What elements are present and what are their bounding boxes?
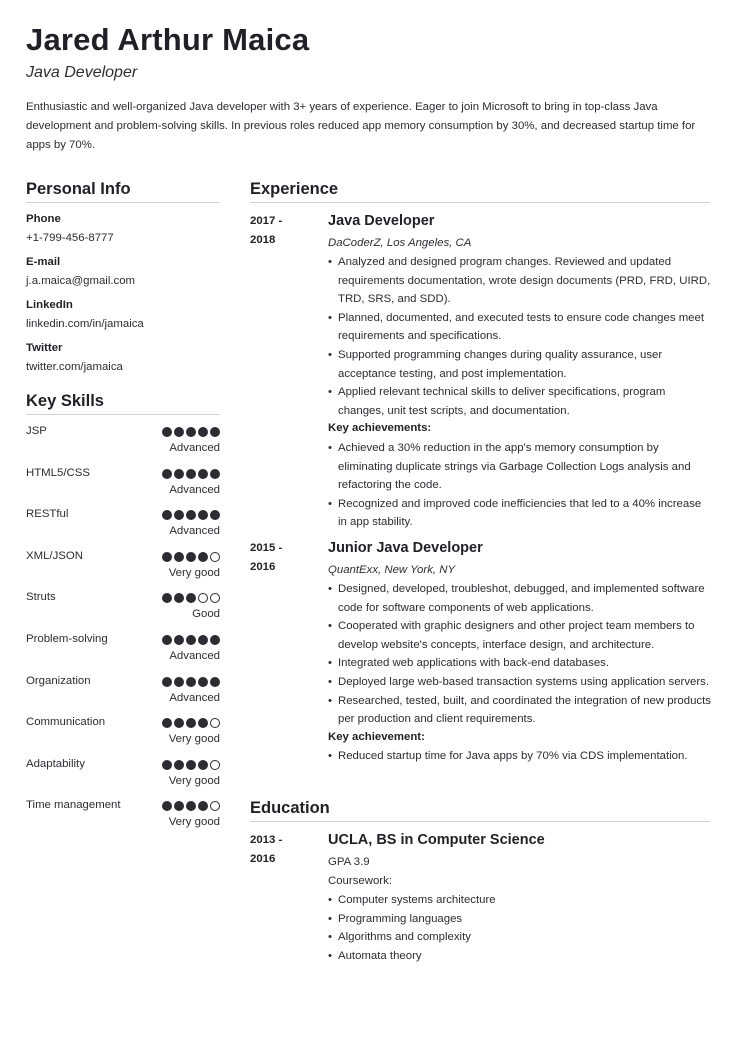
achievements-label: Key achievements: (328, 422, 432, 434)
experience-heading: Experience (250, 180, 339, 198)
rating-dot-filled (162, 552, 172, 562)
skill-level: Advanced (169, 442, 220, 454)
coursework-label: Coursework: (328, 875, 392, 887)
skill-level: Advanced (169, 483, 220, 496)
job-title: Java Developer (328, 213, 435, 229)
skill-row (26, 758, 220, 798)
job-date-end: 2016 (250, 561, 276, 573)
skill-name: Time management (26, 799, 121, 812)
twitter-value: twitter.com/jamaica (26, 361, 123, 373)
experience-divider (250, 202, 710, 203)
skill-level: Very good (168, 733, 220, 746)
personal-info-heading: Personal Info (26, 180, 131, 198)
list-item: • Designed, developed, troubleshot, debugged, and implemented software code for software components of web applications. (328, 580, 713, 617)
skill-level: Good (192, 608, 220, 621)
list-item: • Analyzed and designed program changes. Reviewed and updated requirements documentation, wrote design documents (PRD, FRD, UIRD, TRD, SRS, and SDD). (328, 253, 713, 309)
job-title: Junior Java Developer (328, 540, 483, 556)
rating-dot-filled (186, 469, 196, 479)
rating-dot-filled (174, 552, 184, 562)
skill-level: Advanced (169, 525, 220, 538)
skill-row (26, 633, 220, 673)
key-skills-divider (26, 414, 220, 415)
personal-info-divider (26, 202, 220, 203)
rating-dot-filled (162, 760, 172, 770)
skill-name: Communication (26, 716, 106, 729)
job-duties-list (328, 580, 713, 729)
skill-rating (162, 510, 220, 520)
skill-name: XML/JSON (26, 549, 83, 562)
job-duties-list (328, 253, 713, 420)
rating-dot-filled (186, 593, 196, 603)
list-item: • Reduced startup time for Java apps by 70% via CDS implementation. (328, 747, 713, 766)
rating-dot-empty (210, 593, 220, 603)
rating-dot-filled (162, 593, 172, 603)
rating-dot-filled (174, 635, 184, 645)
rating-dot-filled (210, 469, 220, 479)
list-item: • Researched, tested, built, and coordinated the integration of new products per production and client requirements. (328, 692, 713, 729)
rating-dot-filled (198, 552, 208, 562)
rating-dot-filled (174, 427, 184, 437)
skill-rating (162, 427, 220, 437)
skill-rating (162, 801, 220, 811)
job-date (250, 212, 310, 250)
rating-dot-filled (198, 801, 208, 811)
job-date (250, 539, 310, 577)
list-item: • Automata theory (328, 947, 713, 966)
rating-dot-filled (186, 801, 196, 811)
rating-dot-filled (186, 718, 196, 728)
skill-row (26, 716, 220, 756)
rating-dot-empty (210, 760, 220, 770)
achievements-label: Key achievement: (328, 731, 425, 743)
rating-dot-empty (210, 552, 220, 562)
rating-dot-filled (186, 510, 196, 520)
rating-dot-filled (174, 760, 184, 770)
skill-name: HTML5/CSS (26, 466, 90, 479)
achievements-list (328, 747, 713, 766)
education-divider (250, 821, 710, 822)
job-company: DaCoderZ, Los Angeles, CA (328, 237, 472, 249)
skill-rating (162, 552, 220, 562)
list-item: • Computer systems architecture (328, 891, 713, 910)
rating-dot-filled (174, 593, 184, 603)
rating-dot-filled (186, 760, 196, 770)
rating-dot-empty (210, 718, 220, 728)
list-item: • Integrated web applications with back-end databases. (328, 654, 713, 673)
rating-dot-filled (162, 677, 172, 687)
rating-dot-empty (198, 593, 208, 603)
list-item: • Programming languages (328, 910, 713, 929)
rating-dot-filled (210, 677, 220, 687)
rating-dot-filled (210, 635, 220, 645)
rating-dot-filled (174, 469, 184, 479)
email-value: j.a.maica@gmail.com (26, 275, 136, 287)
rating-dot-empty (210, 801, 220, 811)
list-item: • Supported programming changes during quality assurance, user acceptance testing, and post implementation. (328, 346, 713, 383)
rating-dot-filled (210, 510, 220, 520)
skill-level: Very good (168, 774, 220, 787)
skill-rating (162, 593, 220, 603)
linkedin-value: linkedin.com/in/jamaica (26, 318, 144, 330)
skill-row (26, 425, 220, 465)
rating-dot-filled (198, 718, 208, 728)
skill-rating (162, 635, 220, 645)
list-item: • Deployed large web-based transaction systems using application servers. (328, 673, 713, 692)
candidate-role: Java Developer (26, 64, 138, 81)
skill-rating (162, 677, 220, 687)
rating-dot-filled (174, 801, 184, 811)
rating-dot-filled (162, 427, 172, 437)
summary-paragraph: Enthusiastic and well-organized Java developer with 3+ years of experience. Eager to join Microsoft to bring in top-class Java development and problem-solving skills. In previous roles reduced app memory consumption by 30%, and decreased startup time for apps by 70%. (26, 101, 696, 151)
skill-rating (162, 469, 220, 479)
education-degree: UCLA, BS in Computer Science (328, 832, 545, 848)
skill-name: Organization (26, 674, 91, 687)
list-item: • Achieved a 30% reduction in the app's memory consumption by eliminating duplicate strings via Garbage Collection Logs analysis and refactoring the code. (328, 439, 713, 495)
coursework-list (328, 891, 713, 965)
list-item: • Algorithms and complexity (328, 928, 713, 947)
skill-level: Advanced (169, 691, 220, 704)
skill-rating (162, 760, 220, 770)
skill-row (26, 550, 220, 590)
education-date (250, 831, 310, 869)
rating-dot-filled (174, 510, 184, 520)
rating-dot-filled (198, 760, 208, 770)
rating-dot-filled (210, 427, 220, 437)
skill-rating (162, 718, 220, 728)
skill-name: Adaptability (26, 757, 85, 770)
skill-row (26, 591, 220, 631)
skill-name: RESTful (26, 508, 69, 521)
rating-dot-filled (186, 427, 196, 437)
twitter-label: Twitter (26, 342, 63, 354)
list-item: • Planned, documented, and executed tests to ensure code changes meet requirements and specifications. (328, 309, 713, 346)
rating-dot-filled (198, 510, 208, 520)
rating-dot-filled (186, 635, 196, 645)
key-skills-heading: Key Skills (26, 392, 104, 410)
job-date-start: 2015 - (250, 542, 283, 554)
list-item: • Recognized and improved code inefficiencies that led to a 40% increase in app stability. (328, 495, 713, 532)
job-company: QuantExx, New York, NY (328, 564, 456, 576)
phone-label: Phone (26, 213, 61, 225)
rating-dot-filled (162, 635, 172, 645)
rating-dot-filled (162, 469, 172, 479)
skill-name: Problem-solving (26, 633, 108, 645)
linkedin-label: LinkedIn (26, 299, 73, 311)
rating-dot-filled (162, 510, 172, 520)
rating-dot-filled (186, 677, 196, 687)
achievements-list (328, 439, 713, 532)
education-date-end: 2016 (250, 853, 276, 865)
education-date-start: 2013 - (250, 834, 283, 846)
rating-dot-filled (174, 677, 184, 687)
rating-dot-filled (162, 801, 172, 811)
skill-level: Very good (168, 566, 220, 579)
rating-dot-filled (162, 718, 172, 728)
skill-level: Very good (168, 816, 220, 829)
skill-name: Struts (26, 591, 56, 604)
rating-dot-filled (198, 635, 208, 645)
list-item: • Applied relevant technical skills to deliver specifications, program changes, unit test scripts, and documentation. (328, 383, 713, 420)
rating-dot-filled (198, 677, 208, 687)
skill-row (26, 675, 220, 715)
education-gpa: GPA 3.9 (328, 856, 370, 868)
skill-row (26, 799, 220, 839)
education-heading: Education (250, 799, 330, 817)
rating-dot-filled (174, 718, 184, 728)
skill-row (26, 467, 220, 507)
list-item: • Cooperated with graphic designers and other project team members to develop website's concepts, interface design, and architecture. (328, 617, 713, 654)
rating-dot-filled (198, 427, 208, 437)
skill-name: JSP (26, 425, 47, 437)
skill-row (26, 508, 220, 548)
phone-value: +1-799-456-8777 (26, 232, 114, 244)
skill-level: Advanced (169, 650, 220, 662)
candidate-name: Jared Arthur Maica (26, 22, 310, 57)
rating-dot-filled (198, 469, 208, 479)
job-date-start: 2017 - (250, 215, 283, 227)
rating-dot-filled (186, 552, 196, 562)
email-label: E-mail (26, 256, 61, 268)
job-date-end: 2018 (250, 234, 276, 246)
